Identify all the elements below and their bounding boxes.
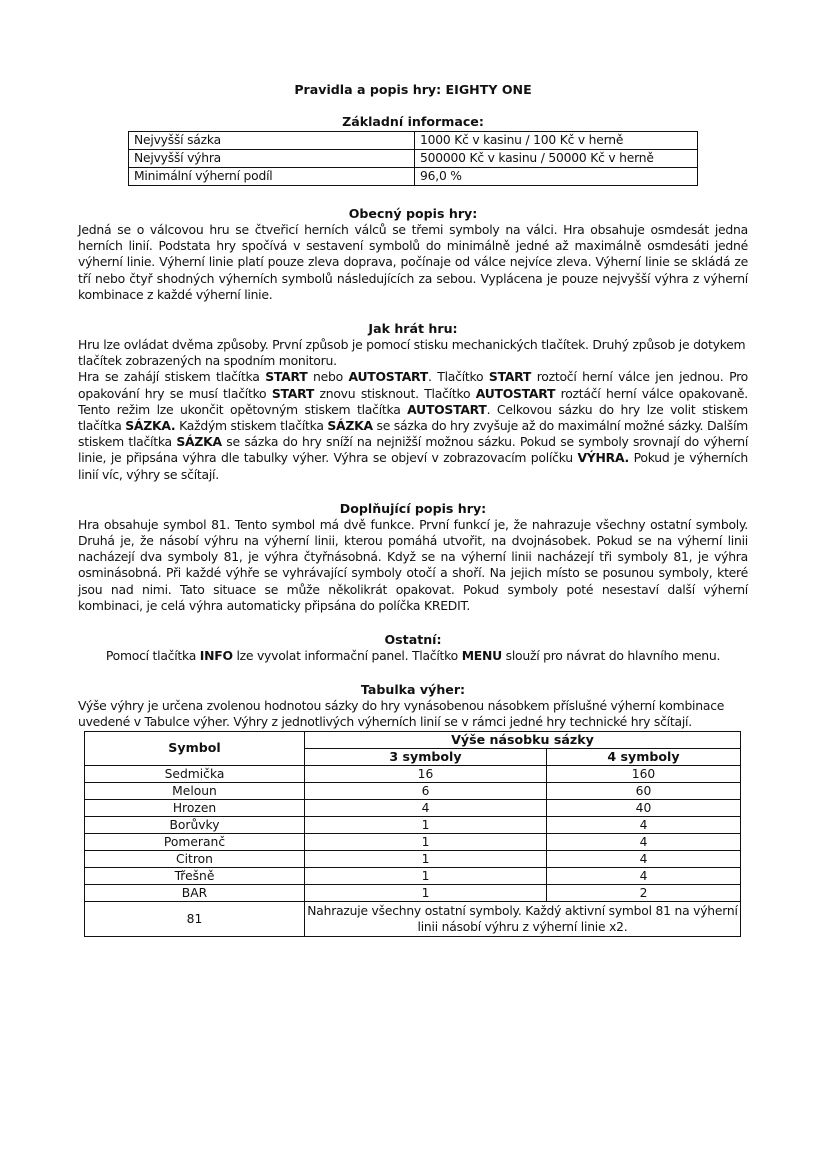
text-run: nebo: [307, 369, 349, 385]
info-value: 500000 Kč v kasinu / 50000 Kč v herně: [415, 150, 698, 168]
col-symbol-header: Symbol: [85, 731, 305, 765]
paytable: [84, 731, 741, 937]
symbol-cell: Hrozen: [85, 799, 305, 816]
symbol-cell: Borůvky: [85, 816, 305, 833]
x3-cell: 1: [305, 850, 547, 867]
button-name: MENU: [461, 648, 502, 664]
x3-cell: 16: [305, 765, 547, 782]
symbol-cell: Třešně: [85, 867, 305, 884]
button-name: AUTOSTART: [407, 401, 487, 417]
paytable-intro: Výše výhry je určena zvolenou hodnotou sázky do hry vynásobenou násobkem příslušné výherní kombinace uvedené v Tabulce výher. Výhry z jednotlivých výherních linií se v rámci jedné hry technické hry sčítají.: [78, 698, 725, 730]
button-name: START: [271, 385, 315, 401]
info-label: Minimální výherní podíl: [129, 168, 415, 186]
document-title: Pravidla a popis hry: EIGHTY ONE: [294, 82, 532, 97]
button-name: START: [488, 369, 532, 385]
info-row: [129, 168, 698, 186]
x4-cell: 4: [547, 850, 741, 867]
x4-cell: 40: [547, 799, 741, 816]
table-row: [85, 765, 741, 782]
x3-cell: 4: [305, 799, 547, 816]
x3-cell: 1: [305, 884, 547, 901]
x4-cell: 4: [547, 833, 741, 850]
general-text: Jedná se o válcovou hru se čtveřicí herních válců se třemi symboly na válci. Hra obsahuje osmdesát jedna herních linií. Podstata hry spočívá v sestavení symbolů do minimálně jedné až maximálně osmdesáti jedné výherní linie. Výherní linie platí pouze zleva doprava, počínaje od válce nejvíce zleva. Výherní linie se skládá ze tří nebo čtyř shodných výherních symbolů následujících za sebou. Vyplácena je pouze nejvyšší výhra z výherní kombinace z každé výherní linie.: [78, 222, 748, 302]
other-section: [78, 632, 748, 664]
button-name: SÁZKA: [176, 434, 222, 450]
info-row: [129, 132, 698, 150]
button-name: SÁZKA: [327, 418, 373, 434]
col-group-header: Výše násobku sázky: [305, 731, 741, 748]
text-run: slouží pro návrat do hlavního menu.: [501, 648, 721, 664]
x4-cell: 4: [547, 816, 741, 833]
table-row: [85, 867, 741, 884]
info-row: [129, 150, 698, 168]
symbol-cell: Meloun: [85, 782, 305, 799]
additional-section: [78, 501, 748, 614]
table-row: [85, 816, 741, 833]
symbol-cell: Citron: [85, 850, 305, 867]
text-run: se sázka do hry sníží na nejnižší možnou sázku. Pokud se symboly srovnají do výherní linie, je připsána výhra dle tabulky výher. Výhra se objeví v zobrazovacím políčku: [78, 434, 749, 466]
button-name: AUTOSTART: [348, 369, 428, 385]
x3-cell: 1: [305, 867, 547, 884]
x3-cell: 1: [305, 816, 547, 833]
symbol-cell: BAR: [85, 884, 305, 901]
how-to-play-section: [78, 321, 748, 483]
table-row: [85, 782, 741, 799]
wild-symbol: 81: [85, 901, 305, 936]
button-name: VÝHRA.: [577, 450, 629, 466]
button-name: INFO: [199, 648, 233, 664]
x3-cell: 1: [305, 833, 547, 850]
how-to-play-heading: Jak hrát hru:: [368, 321, 458, 337]
button-name: SÁZKA.: [125, 418, 176, 434]
other-text: [78, 648, 748, 664]
info-value: 96,0 %: [415, 168, 698, 186]
table-row: [85, 833, 741, 850]
basic-info-table: [128, 131, 698, 186]
table-row: [85, 884, 741, 901]
text-run: Pokud je výherních linií víc, výhry se sčítají.: [78, 450, 748, 482]
x4-cell: 60: [547, 782, 741, 799]
text-run: znovu stisknout. Tlačítko: [314, 385, 476, 401]
symbol-cell: Sedmička: [85, 765, 305, 782]
symbol-cell: Pomeranč: [85, 833, 305, 850]
additional-heading: Doplňující popis hry:: [339, 500, 487, 516]
text-run: . Celkovou sázku do hry lze volit stiskem tlačítka: [78, 401, 748, 434]
text-run: Hra se zahájí stiskem tlačítka: [78, 369, 266, 385]
basic-info-heading: Základní informace:: [342, 114, 484, 129]
info-label: Nejvyšší výhra: [129, 150, 415, 168]
text-run: . Tlačítko: [427, 369, 489, 385]
x3-cell: 6: [305, 782, 547, 799]
paytable-heading: Tabulka výher:: [360, 682, 466, 698]
other-heading: Ostatní:: [384, 632, 442, 648]
text-run: Každým stiskem tlačítka: [175, 418, 328, 434]
col-3-header: 3 symboly: [305, 748, 547, 765]
button-name: AUTOSTART: [475, 385, 556, 401]
wild-note: Nahrazuje všechny ostatní symboly. Každý aktivní symbol 81 na výherní linii násobí výhru z výherní linie x2.: [305, 901, 741, 936]
general-heading: Obecný popis hry:: [348, 206, 478, 221]
paytable-section: [78, 682, 748, 936]
text-run: roztočí herní válce jen jednou. Pro opakování hry se musí tlačítko: [78, 369, 748, 401]
col-4-header: 4 symboly: [547, 748, 741, 765]
table-row: [85, 850, 741, 867]
info-value: 1000 Kč v kasinu / 100 Kč v herně: [415, 132, 698, 150]
button-name: START: [265, 369, 308, 385]
text-run: Pomocí tlačítka: [105, 648, 200, 664]
rules-document: [78, 80, 748, 937]
text-run: roztáčí herní válce opakovaně. Tento režim lze ukončit opětovným stiskem tlačítka: [78, 385, 748, 417]
how-to-play-text-2: [78, 369, 748, 482]
info-label: Nejvyšší sázka: [129, 132, 415, 150]
x4-cell: 4: [547, 867, 741, 884]
text-run: se sázka do hry zvyšuje až do maximální možné sázky. Dalším stiskem tlačítka: [78, 418, 748, 450]
x4-cell: 2: [547, 884, 741, 901]
table-row-wild: [85, 901, 741, 936]
table-row: [85, 799, 741, 816]
how-to-play-text-1: Hru lze ovládat dvěma způsoby. První způsob je pomocí stisku mechanických tlačítek. Druhý způsob je dotykem tlačítek zobrazených na spodním monitoru.: [78, 337, 746, 369]
text-run: lze vyvolat informační panel. Tlačítko: [232, 648, 462, 664]
general-section: [78, 206, 748, 303]
additional-text: Hra obsahuje symbol 81. Tento symbol má dvě funkce. První funkcí je, že nahrazuje všechny ostatní symboly. Druhá je, že násobí výhru na výherní linii, kterou pomáhá utvořit, na dvojnásobek. Pokud se na výherní linii nacházejí dva symboly 81, je výhra čtyřnásobná. Když se na výherní linii nacházejí tři symboly 81, je výhra osminásobná. Při každé výhře se vyhrávající symboly otočí a shoří. Na jejich místo se posunou symboly, které jsou nad nimi. Tato situace se může několikrát opakovat. Pokud symboly poté nesestaví další výherní kombinaci, je celá výhra automaticky připsána do políčka KREDIT.: [78, 516, 748, 613]
x4-cell: 160: [547, 765, 741, 782]
